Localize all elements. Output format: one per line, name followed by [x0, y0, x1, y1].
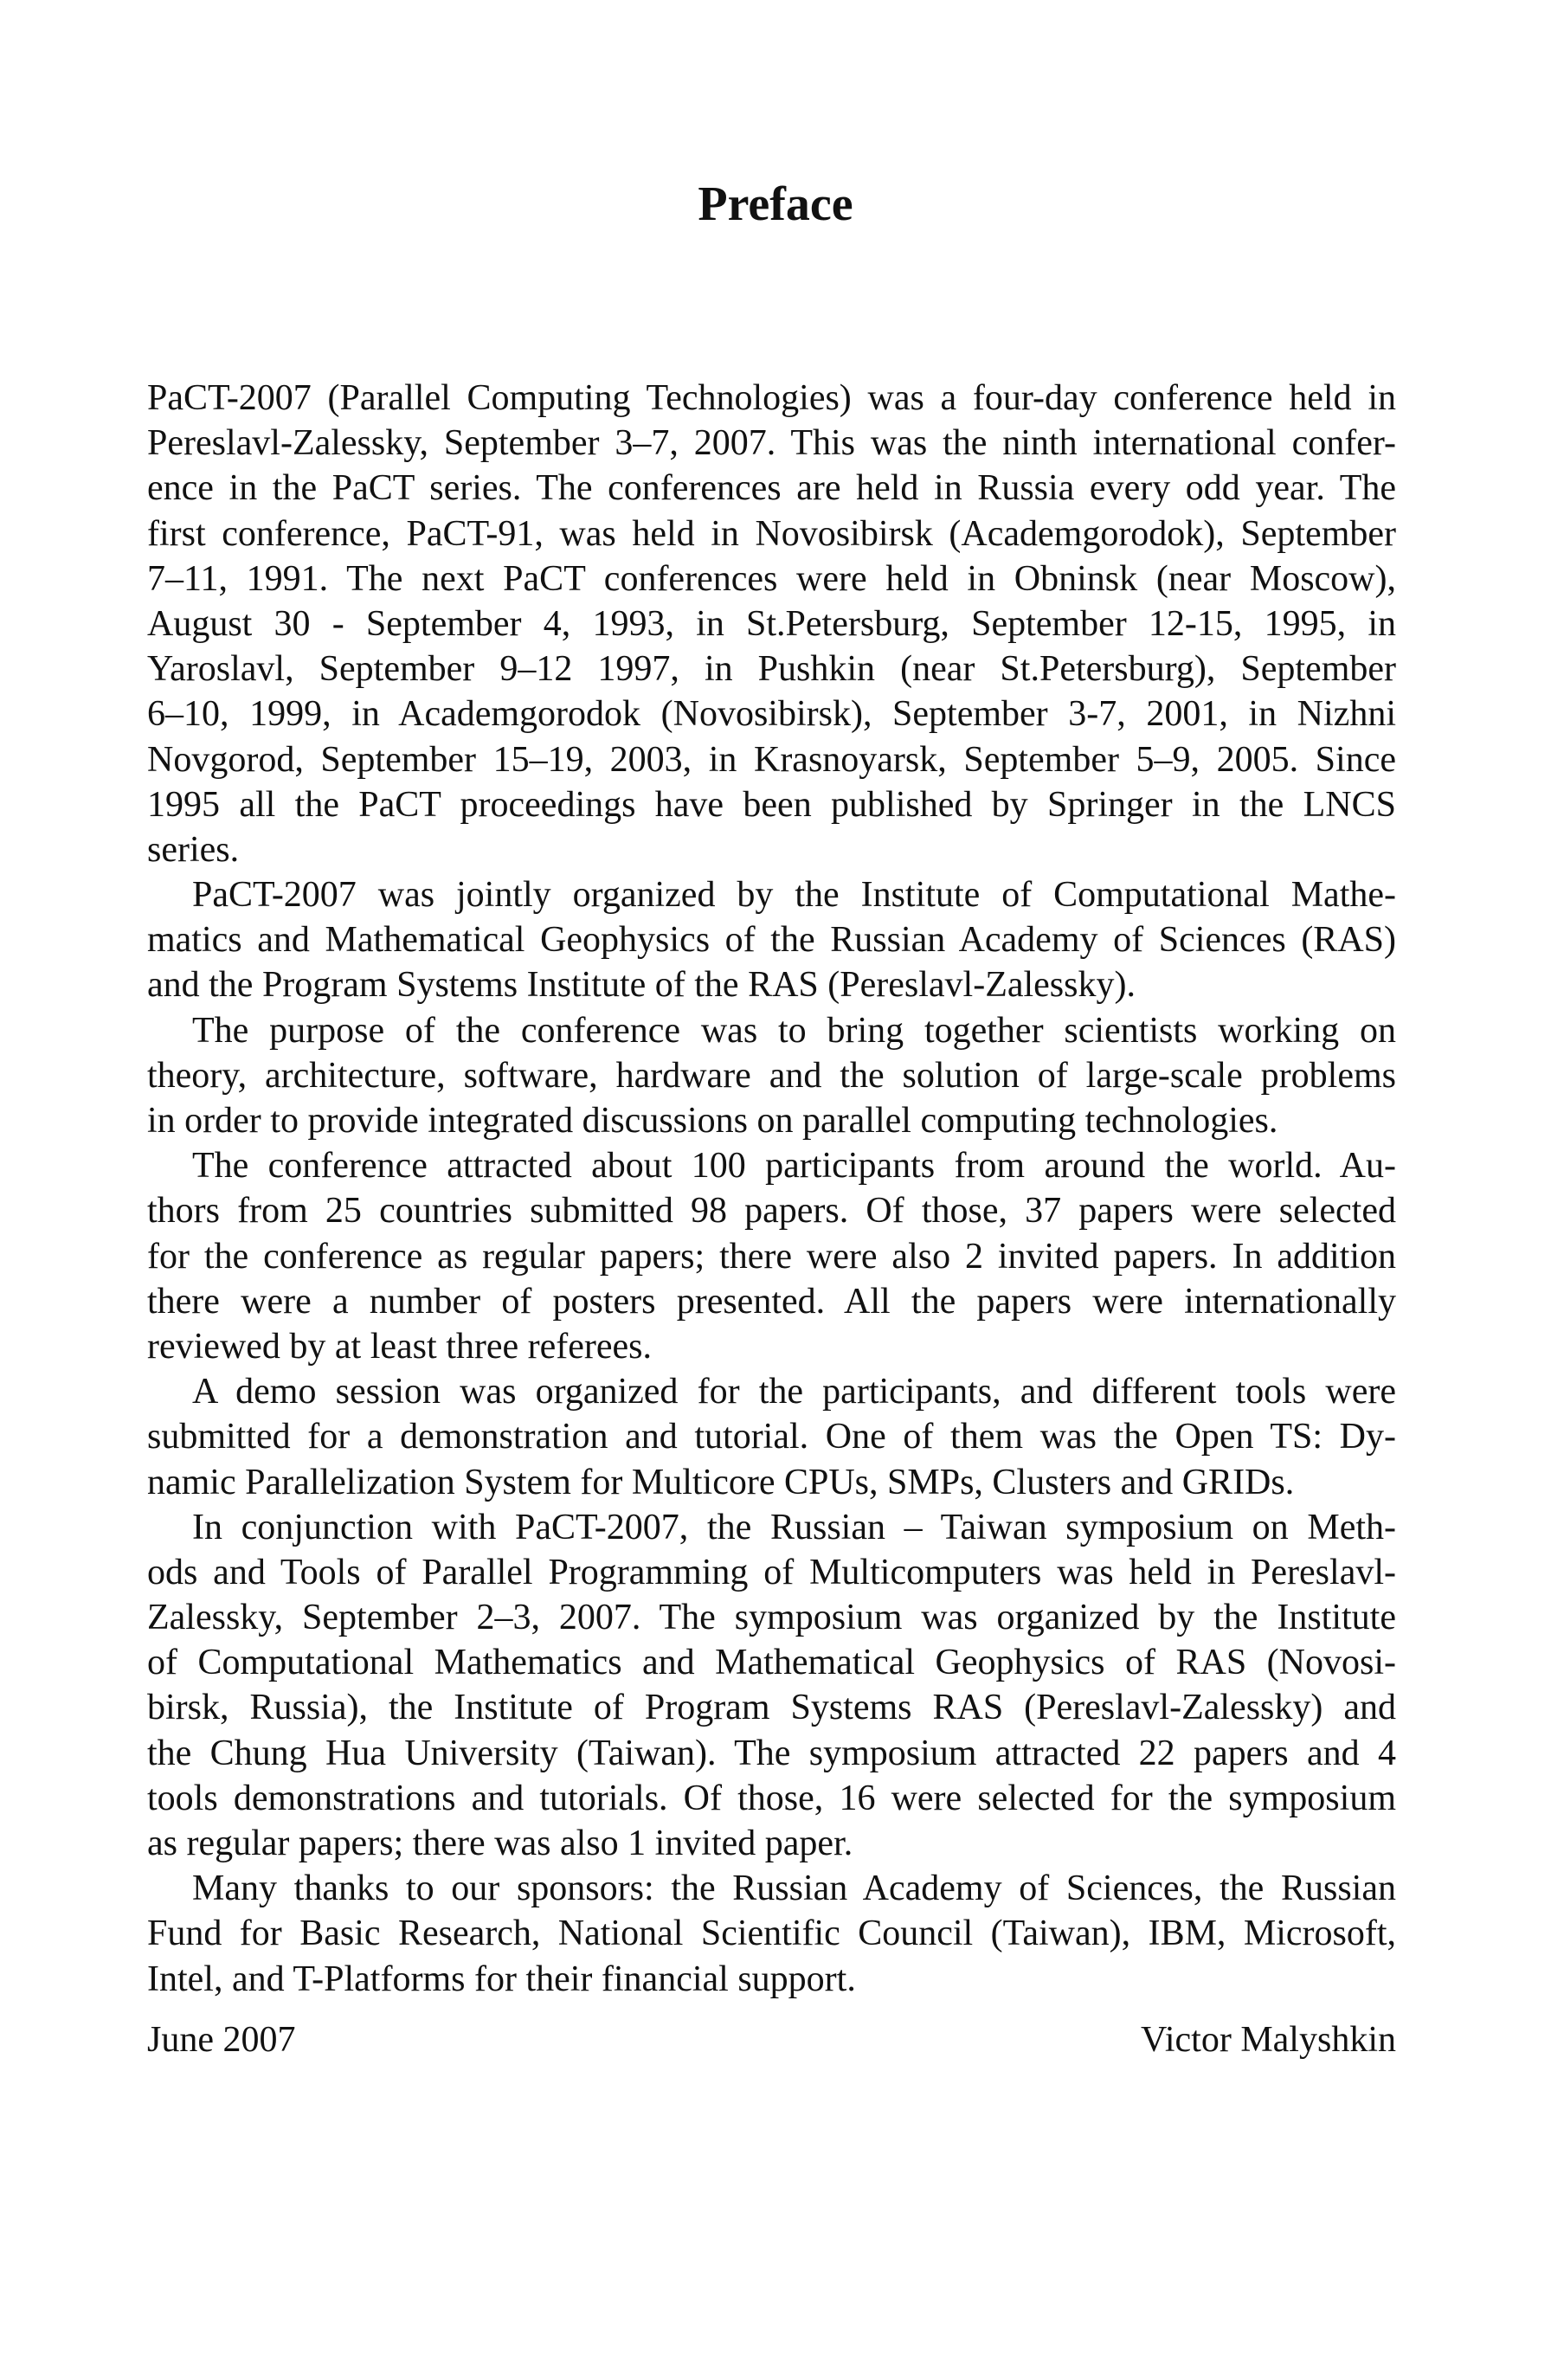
- text-line: series.: [147, 829, 240, 870]
- paragraph: [147, 1143, 1396, 1369]
- paragraph: [147, 872, 1396, 1008]
- text-line: ods and Tools of Parallel Programming of Multicomputers was held in Pereslavl-: [147, 1552, 1396, 1592]
- page-title: Preface: [698, 177, 853, 231]
- paragraph: [147, 1369, 1396, 1505]
- text-line: there were a number of posters presented. All the papers were internationally: [147, 1281, 1396, 1322]
- text-line: for the conference as regular papers; there were also 2 invited papers. In addition: [147, 1236, 1396, 1277]
- text-line: matics and Mathematical Geophysics of the Russian Academy of Sciences (RAS): [147, 920, 1396, 961]
- signature-line: [147, 2017, 1396, 2062]
- text-line: thors from 25 countries submitted 98 papers. Of those, 37 papers were selected: [147, 1191, 1396, 1232]
- text-line: tools demonstrations and tutorials. Of those, 16 were selected for the symposium: [147, 1778, 1396, 1818]
- text-line: 6–10, 1999, in Academgorodok (Novosibirsk), September 3-7, 2001, in Nizhni: [147, 694, 1396, 735]
- text-line: as regular papers; there was also 1 invited paper.: [147, 1824, 853, 1863]
- text-line: theory, architecture, software, hardware and the solution of large-scale problems: [147, 1055, 1396, 1096]
- text-line: The purpose of the conference was to bring together scientists working on: [192, 1010, 1396, 1051]
- text-line: Pereslavl-Zalessky, September 3–7, 2007. This was the ninth international confer-: [147, 423, 1396, 464]
- text-line: of Computational Mathematics and Mathematical Geophysics of RAS (Novosi-: [147, 1643, 1396, 1683]
- signature-date: June 2007: [147, 2020, 296, 2060]
- text-line: 1995 all the PaCT proceedings have been published by Springer in the LNCS: [147, 784, 1396, 825]
- paragraph: [147, 1866, 1396, 2002]
- text-line: A demo session was organized for the participants, and different tools were: [192, 1372, 1396, 1412]
- text-line: the Chung Hua University (Taiwan). The symposium attracted 22 papers and 4: [147, 1733, 1396, 1773]
- text-line: first conference, PaCT-91, was held in Novosibirsk (Academgorodok), September: [147, 513, 1396, 554]
- text-line: submitted for a demonstration and tutorial. One of them was the Open TS: Dy-: [147, 1417, 1396, 1457]
- paragraph: [147, 1008, 1396, 1144]
- text-line: in order to provide integrated discussions on parallel computing technologies.: [147, 1101, 1278, 1141]
- text-line: reviewed by at least three referees.: [147, 1326, 652, 1367]
- text-line: Intel, and T-Platforms for their financial support.: [147, 1959, 856, 1999]
- text-line: birsk, Russia), the Institute of Program Systems RAS (Pereslavl-Zalessky) and: [147, 1688, 1396, 1728]
- text-line: The conference attracted about 100 participants from around the world. Au-: [192, 1146, 1396, 1187]
- paragraph: [147, 376, 1396, 872]
- paragraph: [147, 1505, 1396, 1867]
- text-line: August 30 - September 4, 1993, in St.Petersburg, September 12-15, 1995, in: [147, 603, 1396, 644]
- text-line: Zalessky, September 2–3, 2007. The symposium was organized by the Institute: [147, 1598, 1396, 1638]
- text-line: namic Parallelization System for Multicore CPUs, SMPs, Clusters and GRIDs.: [147, 1462, 1295, 1502]
- text-line: Fund for Basic Research, National Scientific Council (Taiwan), IBM, Microsoft,: [147, 1914, 1396, 1954]
- text-line: 7–11, 1991. The next PaCT conferences were held in Obninsk (near Moscow),: [147, 558, 1396, 599]
- text-line: PaCT-2007 was jointly organized by the Institute of Computational Mathe-: [192, 875, 1396, 916]
- text-line: Novgorod, September 15–19, 2003, in Krasnoyarsk, September 5–9, 2005. Since: [147, 739, 1396, 780]
- text-line: and the Program Systems Institute of the RAS (Pereslavl-Zalessky).: [147, 965, 1136, 1006]
- signature-author: Victor Malyshkin: [1141, 2020, 1396, 2060]
- preface-body: [147, 376, 1396, 2002]
- text-line: Many thanks to our sponsors: the Russian Academy of Sciences, the Russian: [192, 1869, 1396, 1909]
- text-line: In conjunction with PaCT-2007, the Russian – Taiwan symposium on Meth-: [192, 1507, 1396, 1547]
- text-line: ence in the PaCT series. The conferences are held in Russia every odd year. The: [147, 468, 1396, 509]
- text-line: Yaroslavl, September 9–12 1997, in Pushkin (near St.Petersburg), September: [147, 649, 1396, 690]
- text-line: PaCT-2007 (Parallel Computing Technologies) was a four-day conference held in: [147, 378, 1396, 418]
